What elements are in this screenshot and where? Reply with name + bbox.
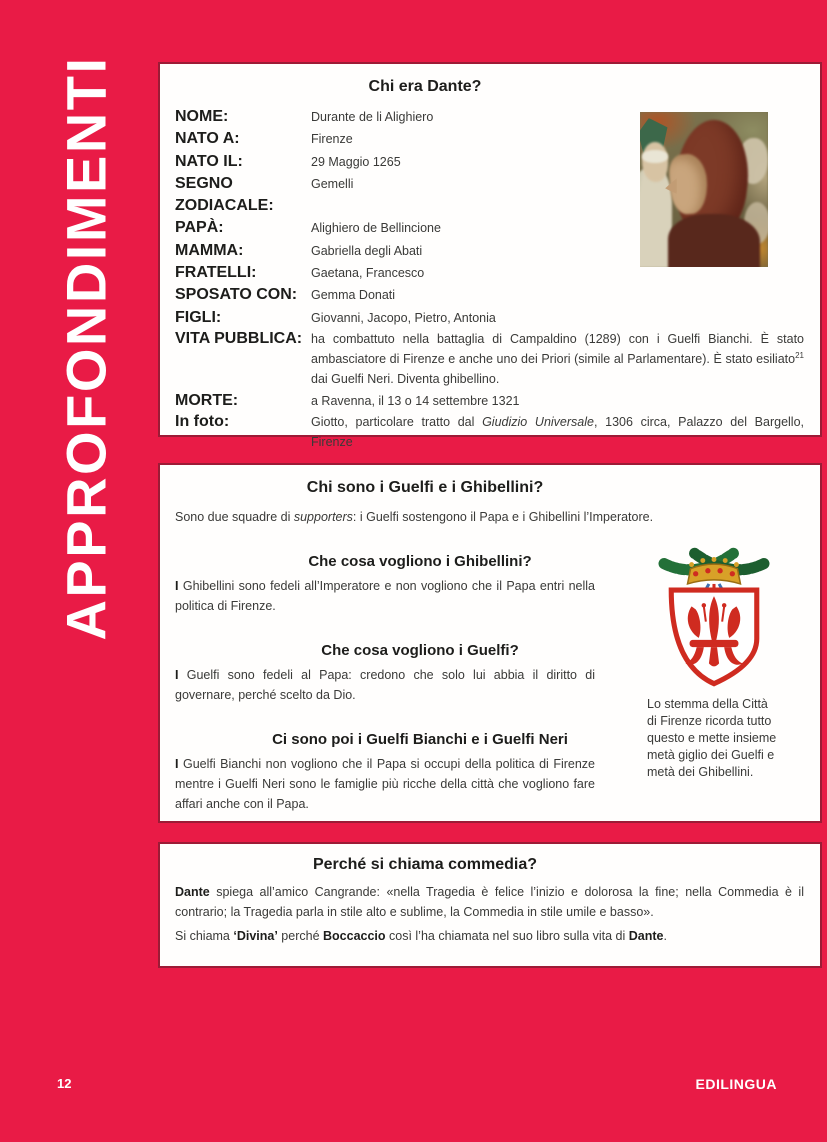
bold-dante-2: Dante bbox=[628, 929, 664, 943]
subheading-ghibellini: Che cosa vogliono i Ghibellini? bbox=[308, 553, 532, 570]
box3-title: Perché si chiama commedia? bbox=[312, 856, 538, 873]
fact-label: FIGLI: bbox=[175, 308, 222, 326]
commedia-box bbox=[158, 842, 822, 968]
bold-divina: ‘Divina’ bbox=[233, 929, 278, 943]
fact-row-morte bbox=[175, 390, 804, 412]
vita-text-1: ha combattuto nella battaglia di Campaldino (1289) con i Guelfi Bianchi. È stato ambasciatore di Firenze e anche uno dei Priori (simile al Parlamentare). È stato esiliato bbox=[311, 331, 804, 367]
fact-label: FRATELLI: bbox=[175, 264, 257, 282]
fact-row bbox=[175, 307, 804, 329]
commedia-paragraph-1 bbox=[175, 882, 804, 922]
subheading-guelfi: Che cosa vogliono i Guelfi? bbox=[321, 642, 519, 659]
lead-letter: I bbox=[175, 579, 179, 593]
intro-italic-word: supporters bbox=[293, 510, 353, 524]
fact-value: Gemma Donati bbox=[311, 288, 396, 303]
box2-intro bbox=[175, 507, 806, 527]
fact-label: MAMMA: bbox=[175, 241, 244, 259]
vita-text-2: dai Guelfi Neri. Diventa ghibellino. bbox=[311, 372, 500, 387]
intro-text-post: : i Guelfi sostengono il Papa e i Ghibellini l’Imperatore. bbox=[352, 510, 654, 524]
fact-label: MORTE: bbox=[175, 391, 239, 409]
portrait-art-layer bbox=[668, 214, 760, 267]
paragraph-ghibellini bbox=[175, 576, 595, 616]
fact-row-vita-pubblica bbox=[175, 329, 804, 390]
paragraph-text: Si chiama bbox=[175, 929, 234, 943]
commedia-paragraph-2 bbox=[175, 926, 804, 946]
crown-icon bbox=[688, 557, 741, 584]
fact-label: SEGNO ZODIACALE: bbox=[175, 174, 274, 215]
portrait-art-layer bbox=[642, 150, 668, 163]
dante-portrait-image bbox=[640, 112, 768, 267]
fact-value: Gaetana, Francesco bbox=[311, 266, 425, 281]
paragraph-text: Guelfi Bianchi non vogliono che il Papa si occupi della politica di Firenze mentre i Guelfi Neri sono le famiglie più ricche della città che vogliono fare affari anche con il Papa. bbox=[175, 757, 595, 811]
stemma-caption: Lo stemma della Città di Firenze ricorda tutto questo e mette insieme metà giglio dei Guelfi e metà dei Ghibellini. bbox=[647, 697, 777, 779]
fact-value: Alighiero de Bellincione bbox=[311, 221, 441, 236]
fact-label: In foto: bbox=[175, 412, 230, 430]
lead-letter: I bbox=[175, 668, 179, 682]
paragraph-text: perché bbox=[277, 929, 323, 943]
fact-label: NATO A: bbox=[175, 130, 240, 148]
fact-value bbox=[311, 329, 804, 390]
guelfi-ghibellini-box bbox=[158, 463, 822, 823]
bold-boccaccio: Boccaccio bbox=[323, 929, 386, 943]
bold-dante: Dante bbox=[175, 885, 210, 899]
fact-value: Gemelli bbox=[311, 176, 354, 191]
florence-coat-of-arms bbox=[658, 543, 770, 688]
footnote-21: 21 bbox=[795, 351, 804, 361]
foto-work-title: Giudizio Universale bbox=[482, 414, 594, 429]
intro-text-pre: Sono due squadre di bbox=[175, 510, 294, 524]
paragraph-guelfi bbox=[175, 665, 595, 705]
box2-title: Chi sono i Guelfi e i Ghibellini? bbox=[306, 479, 544, 496]
fact-value: Gabriella degli Abati bbox=[311, 243, 423, 258]
lead-letter: I bbox=[175, 757, 179, 771]
paragraph-text: Ghibellini sono fedeli all’Imperatore e non vogliono che il Papa entri nella politica di Firenze. bbox=[175, 579, 595, 613]
fact-value: 29 Maggio 1265 bbox=[311, 154, 401, 169]
fact-value bbox=[311, 412, 804, 452]
fact-row-in-foto bbox=[175, 412, 804, 452]
fact-value: Durante de li Alighiero bbox=[311, 110, 434, 124]
fact-value: Giovanni, Jacopo, Pietro, Antonia bbox=[311, 310, 496, 325]
foto-text-post: , 1306 circa, Palazzo del Bargello, Firenze bbox=[311, 414, 804, 450]
section-banner-approfondimenti: APPROFONDIMENTI bbox=[54, 55, 118, 641]
box2-left-column bbox=[175, 553, 595, 814]
box1-title: Chi era Dante? bbox=[368, 78, 482, 95]
foto-text-pre: Giotto, particolare tratto dal bbox=[311, 414, 483, 429]
paragraph-bianchi-neri bbox=[175, 754, 595, 814]
dante-fact-box bbox=[158, 62, 822, 450]
box2-right-column bbox=[647, 543, 781, 781]
paragraph-text: spiega all’amico Cangrande: «nella Tragedia è felice l’inizio e dolorosa la fine; nella Commedia è il contrario; la Tragedia parla in stile alto e sublime, la Commedia in stile umile e basso». bbox=[175, 885, 804, 919]
paragraph-text: Guelfi sono fedeli al Papa: credono che solo lui abbia il diritto di governare, perché scelto da Dio. bbox=[175, 668, 595, 702]
fact-label: VITA PUBBLICA: bbox=[175, 329, 303, 347]
fact-label: NOME: bbox=[175, 108, 229, 125]
page-number: 12 bbox=[57, 1076, 72, 1091]
fact-label: SPOSATO CON: bbox=[175, 286, 298, 304]
fact-label: NATO IL: bbox=[175, 152, 243, 170]
fact-label: PAPÀ: bbox=[175, 219, 224, 237]
fact-row bbox=[175, 284, 804, 306]
subheading-bianchi-neri: Ci sono poi i Guelfi Bianchi e i Guelfi Neri bbox=[272, 731, 568, 748]
edilingua-logo: EDILINGUA bbox=[695, 1076, 777, 1092]
paragraph-text: così l’ha chiamata nel suo libro sulla vita di bbox=[385, 929, 629, 943]
paragraph-text: . bbox=[663, 929, 667, 943]
fact-value: Firenze bbox=[311, 132, 353, 147]
fact-value: a Ravenna, il 13 o 14 settembre 1321 bbox=[311, 393, 520, 408]
